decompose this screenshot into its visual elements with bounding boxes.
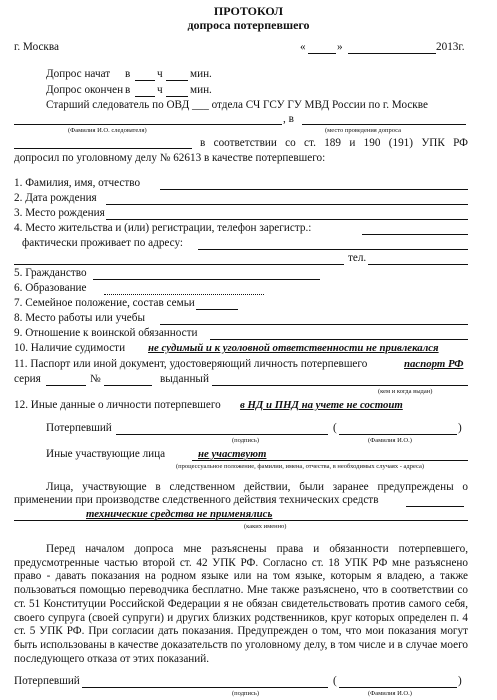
end-minutes-unit: мин. (190, 84, 212, 96)
others-field[interactable] (192, 460, 468, 461)
others-value: не участвуют (198, 448, 267, 460)
investigator-name-field[interactable] (14, 124, 282, 125)
day-field[interactable] (308, 53, 336, 54)
field-2-input[interactable] (106, 204, 468, 205)
end-at: в (125, 84, 131, 96)
comma-v: , в (283, 113, 294, 125)
start-at: в (125, 68, 131, 80)
year-label: 2013г. (436, 41, 465, 53)
tech-means-value: технические средства не применялись (86, 508, 273, 520)
caption-place: (место проведения допроса (325, 127, 401, 134)
caption-issued-by: (кем и когда выдан) (378, 388, 433, 395)
tel-input[interactable] (368, 264, 468, 265)
tel-label: тел. (348, 252, 367, 264)
field-11-value: паспорт РФ (404, 358, 464, 370)
field-11-label: 11. Паспорт или иной документ, удостоверяющий личность потерпевшего (14, 358, 368, 370)
field-4-input[interactable] (362, 234, 468, 235)
field-10-label: 10. Наличие судимости (14, 342, 126, 354)
paren-close-1: ) (458, 422, 462, 434)
caption-name-1: (Фамилия И.О.) (368, 437, 412, 444)
questioning-place-field[interactable] (302, 124, 466, 125)
field-7-input[interactable] (196, 309, 238, 310)
address-input-2[interactable] (14, 264, 344, 265)
place-label: г. Москва (14, 41, 59, 53)
end-label: Допрос окончен (46, 84, 124, 96)
start-minutes-unit: мин. (190, 68, 212, 80)
start-hours-unit: ч (157, 68, 163, 80)
series-label: серия (14, 373, 41, 385)
field-9-input[interactable] (210, 339, 468, 340)
investigator-line: Старший следователь по ОВД ___ отдела СЧ ГСУ ГУ МВД России по г. Москве (46, 99, 428, 111)
field-1-input[interactable] (160, 189, 468, 190)
caption-signature-2: (подпись) (232, 690, 259, 697)
series-input[interactable] (46, 385, 86, 386)
caption-name-2: (Фамилия И.О.) (368, 690, 412, 697)
number-input[interactable] (104, 385, 152, 386)
victim-label-bottom: Потерпевший (14, 675, 80, 687)
paren-close-2: ) (458, 675, 462, 687)
caption-which: (каких именно) (244, 523, 287, 530)
rights-paragraph: Перед началом допроса мне разъяснены права и обязанности потерпевшего, предусмотренные частью второй ст. 42 УПК РФ. Согласно ст. 18 УПК РФ мне разъяснено право - давать показания на родном языке или на том языке, которым я владею, а также пользоваться помощью переводчика бесплатно. Мне также разъяснено, что в соответствии со ст. 51 Конституции Российской Федерации я не обязан свидетельствовать против самого себя, своего супруга (своей супруги) и других близких родственников, круг которых определен п. 4 ст. 5 УПК РФ. При согласии дать показания. Предупрежден о том, что мои показания могут быть использованы в качестве доказательств по уголовному делу, в том числе и в случае моего последующего отказа от этих показаний. (14, 543, 468, 665)
document-subtitle: допроса потерпевшего (187, 18, 310, 32)
month-field[interactable] (348, 53, 436, 54)
others-label: Иные участвующие лица (46, 448, 166, 460)
case-line: допросил по уголовному делу № 62613 в качестве потерпевшего: (14, 152, 326, 164)
victim-signature-field-bottom[interactable] (82, 687, 328, 688)
date-open-quote: « (300, 41, 306, 53)
document-title: ПРОТОКОЛ (213, 4, 284, 18)
articles-line: в соответствии со ст. 189 и 190 (191) УПК РФ (200, 137, 468, 149)
end-minutes-field[interactable] (166, 96, 188, 97)
field-1-label: 1. Фамилия, имя, отчество (14, 177, 141, 189)
number-label: № (90, 373, 101, 385)
date-close-quote: » (337, 41, 343, 53)
field-3-label: 3. Место рождения (14, 207, 105, 219)
caption-participants: (процессуальное положение, фамилии, имена, отчества, в необходимых случаях - адреса) (176, 463, 424, 470)
field-8-label: 8. Место работы или учебы (14, 312, 145, 324)
field-5-label: 5. Гражданство (14, 267, 87, 279)
start-hours-field[interactable] (135, 80, 155, 81)
tech-means-field[interactable] (406, 506, 464, 507)
field-5-input[interactable] (93, 279, 320, 280)
field-12-label: 12. Иные данные о личности потерпевшего (14, 399, 221, 411)
field-6-input[interactable] (104, 294, 264, 295)
start-minutes-field[interactable] (166, 80, 188, 81)
tech-means-line[interactable] (14, 520, 468, 521)
caption-investigator: (Фамилия И.О. следователя) (68, 127, 147, 134)
paren-open-2: ( (333, 675, 337, 687)
field-6-label: 6. Образование (14, 282, 87, 294)
field-12-value: в НД и ПНД на учете не состоит (240, 399, 403, 411)
issued-label: выданный (160, 373, 209, 385)
field-4-label: 4. Место жительства и (или) регистрации, телефон зарегистр.: (14, 222, 312, 234)
field-10-value: не судимый и к уголовной ответственности не привлекался (148, 342, 439, 354)
paren-open-1: ( (333, 422, 337, 434)
field-7-label: 7. Семейное положение, состав семьи (14, 297, 195, 309)
start-label: Допрос начат (46, 68, 111, 80)
field-4b-label: фактически проживает по адресу: (22, 237, 184, 249)
field-3-input[interactable] (106, 219, 468, 220)
victim-name-field-bottom[interactable] (339, 687, 457, 688)
victim-label: Потерпевший (46, 422, 112, 434)
caption-signature-1: (подпись) (232, 437, 259, 444)
end-hours-unit: ч (157, 84, 163, 96)
warning-paragraph: Лица, участвующие в следственном действии, были заранее предупреждены о применении при производстве следственного действия технических средств (14, 481, 468, 506)
end-hours-field[interactable] (135, 96, 155, 97)
field-9-label: 9. Отношение к воинской обязанности (14, 327, 198, 339)
victim-signature-field[interactable] (116, 434, 328, 435)
questioning-place-field-2[interactable] (14, 148, 192, 149)
victim-name-field[interactable] (339, 434, 457, 435)
field-8-input[interactable] (160, 324, 468, 325)
field-2-label: 2. Дата рождения (14, 192, 97, 204)
field-4b-input[interactable] (198, 249, 468, 250)
issued-input[interactable] (212, 385, 468, 386)
